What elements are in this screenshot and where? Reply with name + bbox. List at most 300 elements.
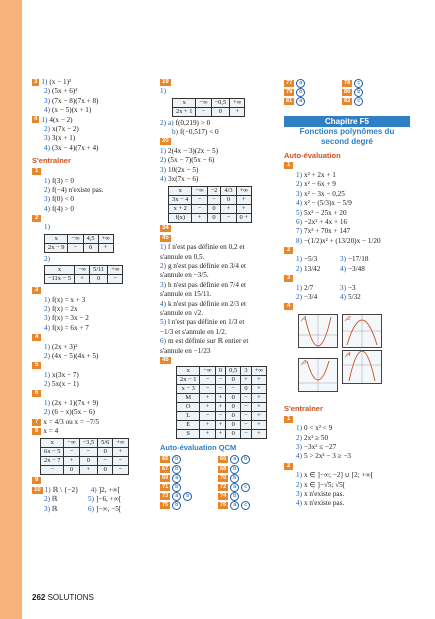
answer-text: 0 < x² < 9 (304, 424, 333, 433)
table-cell: − (226, 385, 241, 394)
graph-f1 (298, 314, 338, 348)
qcm-row (284, 87, 410, 96)
item-number: 8) (296, 236, 302, 245)
item-number: 4) (44, 106, 50, 115)
page-footer (32, 593, 94, 602)
exercise-tag: 45 (162, 234, 169, 241)
qcm-choice: b (230, 474, 239, 483)
table-cell: − (79, 447, 98, 456)
item-number: 2) (296, 264, 302, 273)
exercise-tag: 2 (284, 247, 293, 254)
item-letter: a) (168, 118, 174, 127)
table-cell: x (45, 234, 68, 243)
qcm-choice: a (230, 455, 239, 464)
item-number: 5) (160, 318, 166, 327)
item-number: 2) (296, 433, 302, 442)
item-number: 4) (44, 204, 50, 213)
item-number: 1) (44, 370, 50, 379)
table-cell: + (192, 213, 207, 222)
table-cell: + (251, 412, 266, 421)
answer-text: −3/48 (348, 264, 365, 273)
table-cell: − (113, 456, 128, 465)
item-number: 2) (44, 185, 50, 194)
table-cell: − (192, 204, 207, 213)
item-number: 3) (296, 489, 302, 498)
exercise-tag: 8 (32, 428, 41, 435)
qcm-number: 71 (162, 483, 169, 490)
table-cell: x (177, 367, 200, 376)
section-heading: S'entraîner (284, 403, 323, 413)
answer-text: (3x − 4)(7x + 4) (52, 143, 99, 152)
answer-text: (x − 5)(x + 1) (52, 106, 92, 115)
answer-text: s'annule en −1/23 (160, 346, 211, 355)
answer-text: f(x) = 6x + 7 (52, 323, 89, 332)
qcm-number: 70 (220, 474, 227, 481)
table-cell: 0 (215, 367, 226, 376)
table-cell: − (64, 447, 79, 456)
exercise-tag: 46 (162, 356, 169, 363)
table-cell: +∞ (108, 266, 123, 275)
item-number: 3) (340, 283, 346, 292)
table-cell: S (177, 430, 200, 439)
section-heading: Auto-évaluation (284, 150, 341, 160)
table-cell: −0,5 (211, 98, 230, 107)
item-number: 2) (44, 408, 50, 417)
answer-text: (2x + 3)² (52, 342, 78, 351)
answer-text: 13/42 (304, 264, 321, 273)
qcm-cell (160, 500, 218, 510)
answer-text: f(3) = 0 (52, 176, 75, 185)
qcm-choice: c (354, 79, 363, 88)
answer-text: x n'existe pas. (304, 489, 345, 498)
answer-text: 10(2x − 5) (168, 165, 199, 174)
table-cell: 0 (98, 447, 113, 456)
item-number: 1) (44, 342, 50, 351)
item-number: 3) (44, 195, 50, 204)
item-number: 4) (296, 199, 302, 208)
qcm-number: 82 (344, 98, 351, 105)
answer-text: −3/4 (304, 293, 318, 302)
answer-text: f(x) = 3x − 2 (52, 314, 89, 323)
column-1 (32, 78, 150, 514)
answer-text: l n'est pas définie en 1/3 et (168, 318, 245, 327)
table-cell: − (241, 403, 252, 412)
qcm-number: 75 (162, 502, 169, 509)
qcm-choice: c (241, 483, 250, 492)
table-cell: + (251, 385, 266, 394)
table-cell: + (230, 107, 245, 116)
graph-f4 (342, 350, 382, 384)
qcm-number: 73 (162, 493, 169, 500)
item-number: 2) (44, 124, 50, 133)
answer-text: (2x + 1)(7x + 9) (52, 398, 99, 407)
answer-text: f(0,219) > 0 (175, 118, 211, 127)
answer-text: x(3x − 7) (52, 370, 79, 379)
chapter-subtitle-line: Fonctions polynômes du (299, 126, 395, 136)
item-number: 1) (296, 170, 302, 179)
item-number: 1) (41, 78, 48, 86)
graph-label: 𝒻4 (345, 351, 351, 358)
table-cell: 0 (226, 421, 241, 430)
qcm-number: 65 (162, 456, 169, 463)
table-cell: + (215, 394, 226, 403)
answer-text: x ∈ ]−√5; √5[ (304, 480, 346, 489)
exercise-tag: 1 (32, 168, 41, 175)
answer-text: g n'est pas définie en 3/4 et (168, 262, 246, 271)
answer-text: (5x − 7)(5x − 6) (168, 156, 215, 165)
exercise-tag: 7 (32, 419, 41, 426)
exercise-tag: 6 (32, 390, 41, 397)
item-number: 1) (41, 115, 48, 124)
table-cell: + (241, 376, 252, 385)
item-number: 1) (296, 471, 302, 480)
item-number: 2) (44, 254, 50, 263)
table-cell: − (200, 385, 215, 394)
answer-text: (5x + 6)² (52, 87, 78, 96)
page-number: 262 (32, 593, 46, 602)
qcm-choice: b (183, 492, 192, 501)
answer-text: 5x(x − 1) (52, 380, 79, 389)
sign-table (44, 234, 114, 253)
qcm-choice: a (296, 79, 305, 88)
answer-text: x² − (5/3)x − 5/9 (304, 199, 352, 208)
graph-label: 𝒻3 (301, 359, 307, 366)
qcm-cell (218, 500, 276, 510)
item-number: 2) (44, 380, 50, 389)
table-cell: 0 (226, 430, 241, 439)
qcm-choice: b (172, 483, 181, 492)
table-cell: 2x + 1 (173, 107, 196, 116)
exercise-tag: 3 (284, 275, 293, 282)
qcm-answers (284, 78, 410, 106)
item-number: 3) (296, 189, 302, 198)
exercise-tag: 2 (32, 215, 41, 222)
item-number: 3) (160, 280, 166, 289)
qcm-number: 66 (220, 456, 227, 463)
table-cell: O (177, 403, 200, 412)
exercise-tag: 4 (32, 334, 41, 341)
item-number: 1) (44, 176, 50, 185)
qcm-number: 74 (220, 493, 227, 500)
item-number: 5) (88, 495, 94, 504)
answer-text: 5/32 (348, 293, 361, 302)
item-number: 3) (44, 504, 50, 513)
item-number: 3) (44, 134, 50, 143)
qcm-number: 67 (162, 465, 169, 472)
table-cell: +∞ (230, 98, 245, 107)
item-number: 4) (340, 293, 346, 302)
item-number: 5) (296, 208, 302, 217)
answer-text: f(−0,517) < 0 (180, 128, 219, 137)
item-number: 2) (44, 351, 50, 360)
table-cell: 2x − 1 (177, 376, 200, 385)
answer-text: s'annule en √2. (160, 309, 203, 318)
item-number: 2) (44, 305, 50, 314)
answer-text: x² − 6x + 9 (304, 180, 336, 189)
table-cell: + (98, 243, 113, 252)
table-cell: + (251, 376, 266, 385)
answer-text: x² − 3x − 0,25 (304, 189, 345, 198)
table-cell: 0 (226, 376, 241, 385)
qcm-cell (342, 96, 400, 106)
graph-f2 (342, 314, 382, 348)
item-number: 4) (90, 485, 97, 494)
answer-text: h n'est pas définie en 7/4 et (168, 280, 246, 289)
table-cell: +∞ (236, 186, 251, 195)
table-cell: −∞ (74, 266, 89, 275)
qcm-choice: c (241, 501, 250, 510)
table-cell: + (251, 403, 266, 412)
item-number: 1) (44, 398, 50, 407)
table-cell: −2 (207, 186, 221, 195)
table-cell: − (196, 107, 211, 116)
qcm-number: 72 (220, 483, 227, 490)
answer-text: f(0) < 0 (52, 195, 75, 204)
sign-table (176, 366, 267, 439)
item-number: 1) (44, 223, 50, 232)
item-number: 1) (160, 87, 166, 96)
column-2 (160, 78, 278, 510)
answer-text: 5 > 2x² − 3 ≥ −3 (304, 452, 352, 461)
table-cell: + (215, 430, 226, 439)
table-cell: 0 (83, 243, 98, 252)
answer-text: 5x² − 25x + 20 (304, 208, 347, 217)
chapter-subtitle (284, 127, 410, 147)
qcm-choice: c (354, 97, 363, 106)
item-number: 7) (296, 227, 302, 236)
item-number: 2) (296, 180, 302, 189)
exercise-tag: 9 (32, 477, 41, 484)
item-number: 1) (44, 295, 50, 304)
qcm-row (284, 78, 410, 87)
answer-text: 3(x + 1) (52, 134, 76, 143)
table-cell: +∞ (251, 367, 266, 376)
table-cell: − (215, 385, 226, 394)
item-number: 2) (160, 118, 166, 127)
table-cell: 0 (98, 465, 113, 474)
table-cell: + (236, 204, 251, 213)
answer-text: −2x² + 4x + 16 (304, 217, 348, 226)
table-cell: − (215, 412, 226, 421)
table-cell: + (251, 394, 266, 403)
answer-text: f(x) = x + 3 (52, 295, 86, 304)
qcm-choice: a (230, 483, 239, 492)
table-cell: 0 (221, 195, 236, 204)
answer-text: s'annule en 15/11. (160, 290, 212, 299)
exercise-tag: 19 (162, 78, 169, 85)
answer-text: x = 4 (43, 427, 59, 436)
table-cell: − (241, 394, 252, 403)
section-heading: Auto-évaluation QCM (160, 443, 237, 453)
table-cell: 3x − 4 (169, 195, 192, 204)
table-cell: + (113, 447, 128, 456)
answer-text: k n'est pas définie en 2/3 et (168, 299, 246, 308)
table-cell: 4,5 (83, 234, 98, 243)
exercise-tag: 2 (284, 463, 293, 470)
chapter-title: Chapitre F5 (284, 116, 410, 127)
exercise-tag: 10 (34, 486, 41, 493)
answer-text: 2/7 (304, 283, 314, 292)
answer-text: −(1/2)x² + (13/20)x − 1/20 (304, 236, 381, 245)
table-cell: − (192, 195, 207, 204)
item-number: 6) (88, 504, 94, 513)
exercise-tag: 20 (162, 138, 169, 145)
answer-text: (x − 1)² (49, 78, 72, 86)
answer-text: ℝ (52, 504, 58, 513)
exercise-tag: 34 (162, 225, 169, 232)
table-cell: + (251, 430, 266, 439)
graph-f3 (298, 358, 338, 392)
table-cell: −3,5 (79, 438, 98, 447)
item-number: 4) (160, 299, 166, 308)
graph-label: 𝒻1 (301, 315, 307, 322)
qcm-choice: b (230, 492, 239, 501)
qcm-choice: a (172, 492, 181, 501)
footer-label: SOLUTIONS (47, 593, 94, 602)
qcm-choice: b (230, 465, 239, 474)
answer-text: f(−4) n'existe pas. (52, 185, 104, 194)
qcm-row (160, 454, 278, 463)
table-cell: − (241, 421, 252, 430)
table-cell: + (64, 456, 79, 465)
sign-table (44, 265, 123, 284)
item-number: 2) (160, 262, 166, 271)
qcm-choice: a (230, 501, 239, 510)
qcm-row (160, 491, 278, 500)
table-cell: 0 (239, 213, 243, 221)
table-cell: M (177, 394, 200, 403)
qcm-choice: b (296, 88, 305, 97)
item-number: 4) (44, 323, 50, 332)
answer-text: (4x − 5)(4x + 5) (52, 351, 99, 360)
table-cell: − (207, 195, 221, 204)
table-cell: − (98, 456, 113, 465)
table-cell: − (200, 412, 215, 421)
exercise-tag: 4 (284, 303, 293, 310)
table-cell: − (41, 465, 64, 474)
table-cell: − (108, 275, 123, 284)
answer-text: ]2, +∞[ (98, 485, 120, 494)
exercise-tag: 1 (284, 416, 293, 423)
table-cell: −11x − 5 (45, 275, 75, 284)
answer-text: f n'est pas définie en 0,2 et (168, 243, 245, 252)
exercise-tag: 5 (32, 362, 41, 369)
table-cell: + (215, 403, 226, 412)
table-cell: + (251, 421, 266, 430)
qcm-row (160, 500, 278, 509)
item-number: 1) (160, 146, 166, 155)
item-number: 1) (160, 243, 166, 252)
table-cell: − (241, 430, 252, 439)
item-number: 3) (44, 314, 50, 323)
table-cell: −∞ (200, 367, 215, 376)
answer-text: −3x² ≤ −27 (304, 442, 337, 451)
item-number: 3) (160, 165, 166, 174)
answer-text: x² + 2x + 1 (304, 170, 336, 179)
item-number: 6) (160, 337, 166, 346)
item-number: 6) (296, 217, 302, 226)
graph-label: 𝒻2 (345, 315, 351, 322)
sign-table (40, 438, 129, 475)
item-number: 2) (296, 480, 302, 489)
table-cell: − (200, 376, 215, 385)
item-number: 2) (160, 156, 166, 165)
item-number: 4) (296, 452, 302, 461)
answer-text: x ∈ ]−∞; −2] ∪ [2; +∞[ (304, 471, 374, 480)
answer-text: s'annule en −3/5. (160, 271, 209, 280)
answer-text: x = 4/3 ou x = −7/5 (43, 417, 100, 426)
table-cell: + (236, 195, 251, 204)
answer-text: −1/3 et s'annule en 1/2. (160, 327, 227, 336)
table-cell: + (200, 430, 215, 439)
answer-text: (6 − x)(5x − 6) (52, 408, 95, 417)
answer-text: f(4) > 0 (52, 204, 75, 213)
function-graphs (298, 314, 394, 400)
qcm-row (160, 473, 278, 482)
table-cell: − (241, 412, 252, 421)
chapter-subtitle-line: second degré (320, 136, 373, 146)
table-cell: x (45, 266, 75, 275)
table-cell: 2x − 7 (41, 456, 64, 465)
answer-text: ℝ (52, 495, 58, 504)
table-cell: + (215, 421, 226, 430)
table-cell: −∞ (196, 98, 211, 107)
qcm-number: 79 (286, 89, 293, 96)
qcm-number: 76 (220, 502, 227, 509)
answer-text: x(7x − 2) (52, 124, 79, 133)
table-cell: 0 (226, 394, 241, 403)
qcm-choice: b (172, 465, 181, 474)
table-cell: 5/6 (98, 438, 113, 447)
qcm-number: 78 (344, 80, 351, 86)
table-cell: 0 (211, 107, 230, 116)
table-cell: 6x − 5 (41, 447, 64, 456)
table-cell: − (68, 243, 83, 252)
table-cell: + (200, 394, 215, 403)
qcm-number: 81 (286, 98, 293, 105)
column-3 (284, 78, 410, 509)
answer-text: 2(4x − 3)(2x − 5) (168, 146, 219, 155)
item-number: 4) (296, 499, 302, 508)
answer-text: −3 (348, 283, 356, 292)
answer-text: 4(x − 2) (49, 115, 73, 124)
table-cell: + (221, 204, 236, 213)
qcm-choice: b (172, 455, 181, 464)
answer-text: m est définie sur ℝ entier et (168, 337, 249, 346)
table-cell: + (79, 465, 98, 474)
table-cell: +∞ (98, 234, 113, 243)
exercise-tag: 1 (284, 162, 293, 169)
answer-text: 7x² + 70x + 147 (304, 227, 351, 236)
table-cell: 2x − 9 (45, 243, 68, 252)
table-cell: 0 (79, 456, 98, 465)
table-cell: 0 (207, 204, 221, 213)
exercise-tag: 3 (34, 78, 38, 85)
table-cell: − (215, 376, 226, 385)
item-number: 3) (44, 96, 50, 105)
qcm-row (284, 96, 410, 105)
table-cell: + (74, 275, 89, 284)
item-number: 2) (44, 87, 50, 96)
item-number: 4) (340, 264, 346, 273)
answer-text: 3x(7x − 6) (168, 175, 199, 184)
answer-text: x n'existe pas. (304, 499, 345, 508)
answer-text: f(x) = 2x (52, 305, 78, 314)
item-number: 1) (296, 283, 302, 292)
answer-text: ]−6, +∞[ (96, 495, 122, 504)
table-cell: −∞ (68, 234, 83, 243)
table-cell: 0 (90, 275, 108, 284)
